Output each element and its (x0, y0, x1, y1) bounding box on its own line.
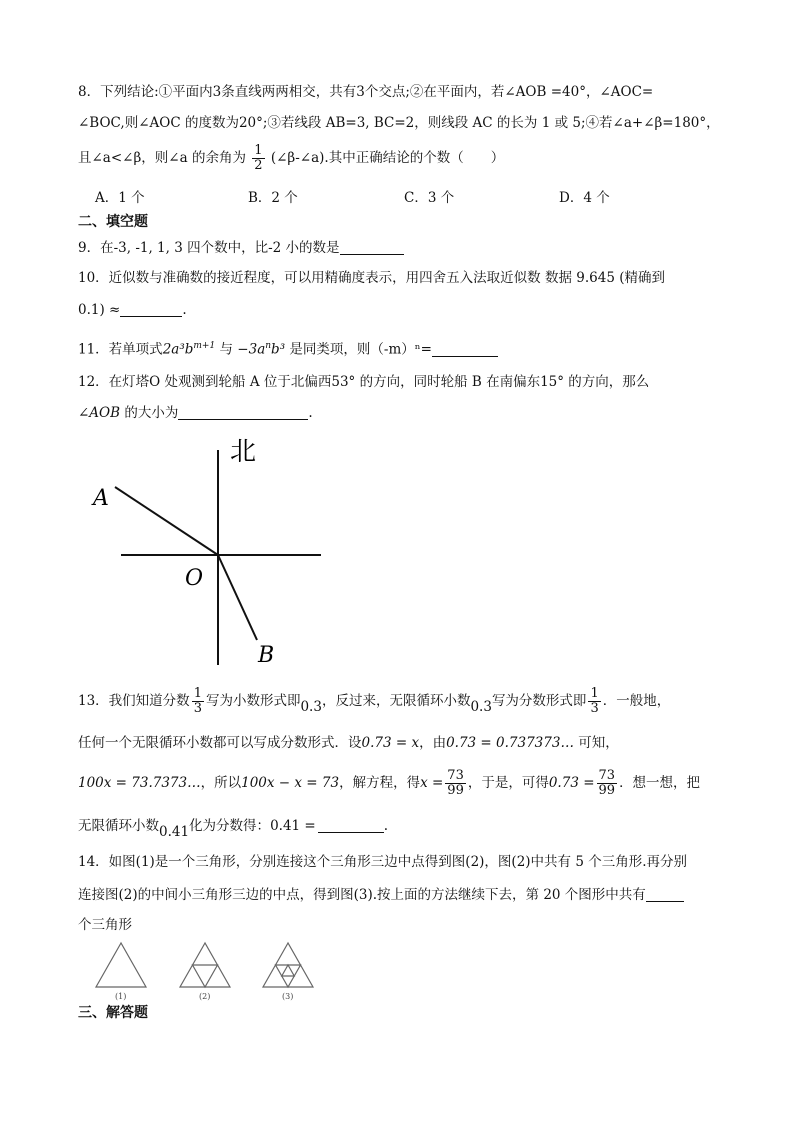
q13-l3-dec: 0.73 = (548, 775, 595, 791)
q8-line3 (78, 140, 504, 176)
q10-line2-pre: 0.1) ≈ (78, 302, 121, 318)
q13-l3-x: x = (420, 775, 444, 791)
q13-fraction-2 (588, 687, 600, 716)
q13-frac4-den: 99 (598, 783, 616, 798)
q13-frac4-num: 73 (598, 768, 616, 783)
ray-ob (218, 555, 257, 640)
q13-fraction-3 (445, 769, 466, 798)
point-o-label: O (185, 566, 204, 591)
q13-frac2-den: 3 (590, 701, 599, 716)
q13-l4-dec2: 0.41 = (270, 818, 316, 834)
q13-l1-e: ．一般地， (602, 693, 671, 709)
triangle-figure-1 (96, 943, 146, 1001)
q8-option-a: A．1 个 (95, 190, 145, 206)
q12-line1: 12．在灯塔O 处观测到轮船 A 位于北偏西53° 的方向，同时轮船 B 在南偏东15° 的方向，那么 (78, 374, 650, 390)
figure-1-label: (1) (115, 992, 127, 1001)
q13-frac1-den: 3 (193, 701, 202, 716)
q8-line3-pre: 且∠a<∠β，则∠a 的余角为 (78, 150, 246, 166)
q13-l4-c: . (383, 818, 389, 834)
q8-fraction (252, 144, 264, 173)
q12-answer-blank[interactable] (178, 405, 308, 420)
q13-l3-a: 100x = 73.7373… (78, 775, 201, 791)
q9-answer-blank[interactable] (340, 240, 404, 255)
q8-option-d: D．4 个 (559, 190, 610, 206)
point-b-label: B (258, 643, 275, 668)
q11-term1: 2a³b (162, 341, 194, 358)
q13-l2-a: 任何一个无限循环小数都可以写成分数形式．设 (78, 735, 362, 751)
q13-l3-c: ，解方程，得 (339, 775, 421, 791)
q13-l2-eq1: 0.73 = x (361, 735, 420, 751)
q10-line2-post: . (182, 302, 187, 318)
q13-line2 (78, 733, 619, 753)
q13-frac2-num: 1 (590, 686, 599, 701)
q13-l1-a: 13．我们知道分数 (78, 693, 190, 709)
q13-l2-eq2: 0.73 = 0.737373… (446, 735, 574, 751)
triangle-figure-2 (180, 943, 230, 1001)
q13-fraction-4 (597, 769, 618, 798)
q8-line1: 8．下列结论:①平面内3条直线两两相交，共有3个交点;②在平面内，若∠AOB =40°，∠AOC= (78, 84, 654, 100)
q14-line2 (78, 885, 684, 905)
q12-line2 (78, 403, 313, 423)
q13-line1 (78, 683, 670, 725)
q11-mid: 与 (219, 341, 233, 358)
q11-term2-b: b³ (271, 341, 286, 358)
q11-pre: 11．若单项式 (78, 341, 163, 358)
q14-line2-text: 连接图(2)的中间小三角形三边的中点，得到图(3).按上面的方法继续下去，第 20 个图形中共有 (78, 887, 646, 903)
q14-line3: 个三角形 (78, 917, 132, 933)
q11-post: 是同类项，则（-m）ⁿ= (289, 341, 432, 358)
q8-frac-den: 2 (254, 158, 263, 173)
q8-option-c: C．3 个 (404, 190, 455, 206)
q13-decimal-1: 0.3 (300, 699, 322, 715)
q13-frac3-den: 99 (447, 783, 464, 798)
q10-line2 (78, 300, 187, 320)
figure-2-label: (2) (199, 992, 211, 1001)
q9 (78, 238, 404, 258)
q12-line2-post: . (308, 405, 313, 421)
ray-oa (115, 487, 218, 555)
q13-l1-c: ，反过来，无限循环小数 (321, 693, 471, 709)
q8-line3-post: (∠β-∠a).其中正确结论的个数（ ） (270, 150, 505, 166)
triangle-figure-3 (263, 943, 313, 1001)
q13-l4-b: 化为分数得： (189, 818, 271, 834)
q13-line3 (78, 765, 700, 801)
q11-term2: −3a (237, 341, 266, 358)
section2-title: 二、填空题 (78, 214, 148, 230)
q13-line4 (78, 816, 388, 842)
q13-l3-b: ，所以 (200, 775, 242, 791)
q14-answer-blank[interactable] (646, 887, 684, 902)
q13-l4-dec: 0.41 (159, 824, 190, 840)
q14-line1: 14．如图(1)是一个三角形，分别连接这个三角形三边中点得到图(2)，图(2)中共有 5 个三角形.再分别 (78, 854, 688, 870)
q13-frac1-num: 1 (193, 686, 202, 701)
q13-l1-b: 写为小数形式即 (205, 693, 301, 709)
q13-decimal-2: 0.3 (470, 699, 492, 715)
section3-title: 三、解答题 (78, 1005, 148, 1021)
q13-l2-c: 可知， (578, 735, 619, 751)
q13-frac3-num: 73 (447, 768, 464, 783)
q9-text: 9．在-3, -1, 1, 3 四个数中，比-2 小的数是 (78, 240, 340, 256)
q11-answer-blank[interactable] (432, 342, 498, 357)
q13-l3-eq: 100x − x = 73 (241, 775, 340, 791)
q10-answer-blank[interactable] (120, 302, 182, 317)
compass-diagram (85, 430, 345, 675)
q11-term1-sup: m+1 (193, 341, 216, 351)
q13-answer-blank[interactable] (318, 818, 384, 833)
q10-line1: 10．近似数与准确数的接近程度，可以用精确度表示，用四舍五入法取近似数 数据 9.645 (精确到 (78, 270, 665, 286)
figure-3-label: (3) (282, 992, 294, 1001)
q13-l2-b: ，由 (419, 735, 447, 751)
q8-line2: ∠BOC,则∠AOC 的度数为20°;③若线段 AB=3, BC=2，则线段 AC 的长为 1 或 5;④若∠a+∠β=180°， (78, 115, 720, 131)
north-label: 北 (230, 437, 257, 467)
q13-l3-d: ，于是，可得 (467, 775, 549, 791)
q13-fraction-1 (192, 687, 204, 716)
q12-line2-mid: 的大小为 (124, 405, 179, 421)
point-a-label: A (93, 486, 109, 511)
q8-frac-num: 1 (254, 143, 263, 158)
q11 (78, 336, 498, 360)
q8-option-b: B．2 个 (248, 190, 298, 206)
q13-l1-d: 写为分数形式即 (491, 693, 587, 709)
q11-term2-sup: n (265, 341, 272, 351)
q12-angle: ∠AOB (78, 405, 121, 421)
triangle-figures (90, 937, 340, 1003)
q13-l4-a: 无限循环小数 (78, 818, 159, 834)
q13-l3-e: ．想一想，把 (619, 775, 701, 791)
